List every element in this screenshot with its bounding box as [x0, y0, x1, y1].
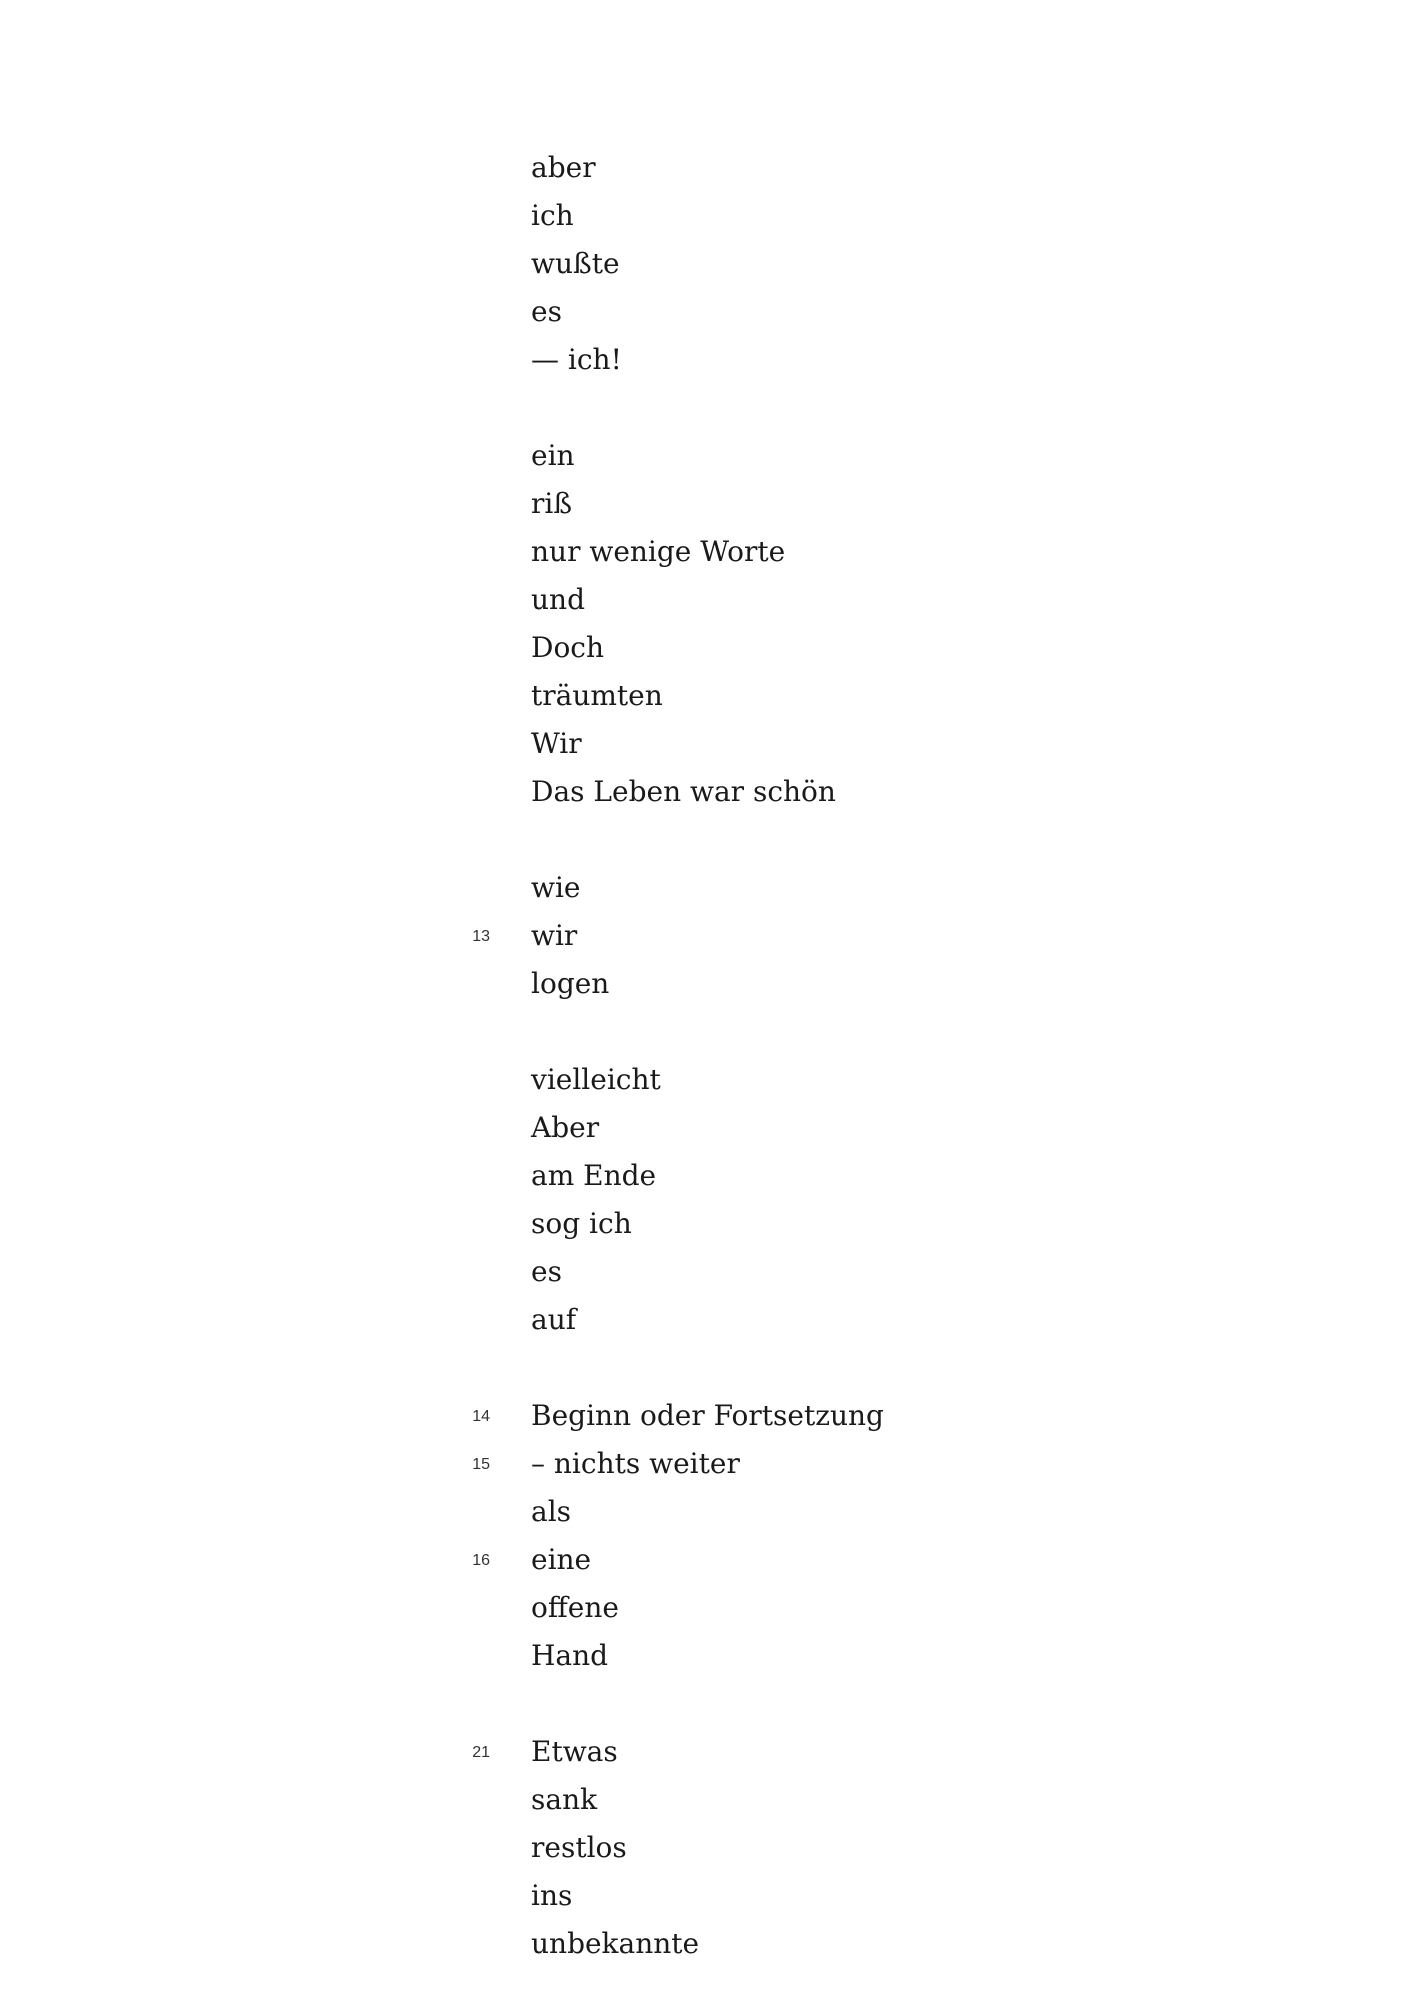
poem-line — [0, 1296, 1414, 1344]
poem-line — [0, 1824, 1414, 1872]
line-text: als — [531, 1495, 572, 1528]
line-text: riß — [531, 487, 573, 520]
line-text: Das Leben war schön — [531, 775, 836, 808]
poem-line — [0, 1584, 1414, 1632]
line-text: nur wenige Worte — [531, 535, 786, 568]
stanza — [0, 1392, 1414, 1680]
line-text: restlos — [531, 1831, 627, 1864]
poem-line — [0, 1152, 1414, 1200]
line-text: ich — [531, 199, 574, 232]
line-text: auf — [531, 1303, 577, 1336]
poem-line — [0, 1056, 1414, 1104]
line-text: es — [531, 295, 562, 328]
line-text: offene — [531, 1591, 619, 1624]
line-text: Etwas — [531, 1735, 618, 1768]
line-text: wir — [531, 919, 578, 952]
line-text: aber — [531, 151, 596, 184]
line-text: sog ich — [531, 1207, 632, 1240]
line-text: Hand — [531, 1639, 609, 1672]
poem-line — [0, 432, 1414, 480]
poem-line — [0, 288, 1414, 336]
line-number: 16 — [472, 1552, 490, 1569]
line-number: 15 — [472, 1456, 490, 1473]
line-text: unbekannte — [531, 1927, 700, 1960]
poem-line — [0, 1536, 1414, 1584]
poem-line — [0, 528, 1414, 576]
stanza — [0, 1728, 1414, 1968]
poem-line — [0, 336, 1414, 384]
line-text: wie — [531, 871, 581, 904]
poem-line — [0, 1632, 1414, 1680]
poem-line — [0, 240, 1414, 288]
poem-line — [0, 1248, 1414, 1296]
stanza — [0, 864, 1414, 1008]
line-number: 13 — [472, 928, 490, 945]
line-text: eine — [531, 1543, 592, 1576]
poem-line — [0, 192, 1414, 240]
poem — [0, 144, 1414, 2016]
poem-line — [0, 720, 1414, 768]
poem-line — [0, 960, 1414, 1008]
line-text: ein — [531, 439, 575, 472]
line-number: 14 — [472, 1408, 490, 1425]
poem-line — [0, 1200, 1414, 1248]
stanza — [0, 144, 1414, 384]
line-text: träumten — [531, 679, 663, 712]
line-text: Aber — [531, 1111, 600, 1144]
line-text: am Ende — [531, 1159, 657, 1192]
poem-line — [0, 768, 1414, 816]
line-text: Beginn oder Fortsetzung — [531, 1399, 884, 1432]
line-text: ins — [531, 1879, 573, 1912]
poem-line — [0, 1440, 1414, 1488]
poem-line — [0, 1488, 1414, 1536]
poem-line — [0, 864, 1414, 912]
stanza — [0, 432, 1414, 816]
line-text: — ich! — [531, 343, 622, 376]
poem-line — [0, 1776, 1414, 1824]
line-text: sank — [531, 1783, 598, 1816]
stanza — [0, 1056, 1414, 1344]
poem-line — [0, 1392, 1414, 1440]
line-text: – nichts weiter — [531, 1447, 740, 1480]
poem-line — [0, 624, 1414, 672]
line-text: vielleicht — [531, 1063, 661, 1096]
poem-line — [0, 1872, 1414, 1920]
poem-line — [0, 144, 1414, 192]
poem-line — [0, 1728, 1414, 1776]
line-text: wußte — [531, 247, 620, 280]
line-text: es — [531, 1255, 562, 1288]
line-text: Wir — [531, 727, 582, 760]
line-text: und — [531, 583, 585, 616]
poem-line — [0, 1920, 1414, 1968]
poem-line — [0, 672, 1414, 720]
poem-line — [0, 912, 1414, 960]
line-number: 21 — [472, 1744, 490, 1761]
poem-line — [0, 576, 1414, 624]
line-text: logen — [531, 967, 610, 1000]
poem-line — [0, 480, 1414, 528]
line-text: Doch — [531, 631, 605, 664]
poem-line — [0, 1104, 1414, 1152]
